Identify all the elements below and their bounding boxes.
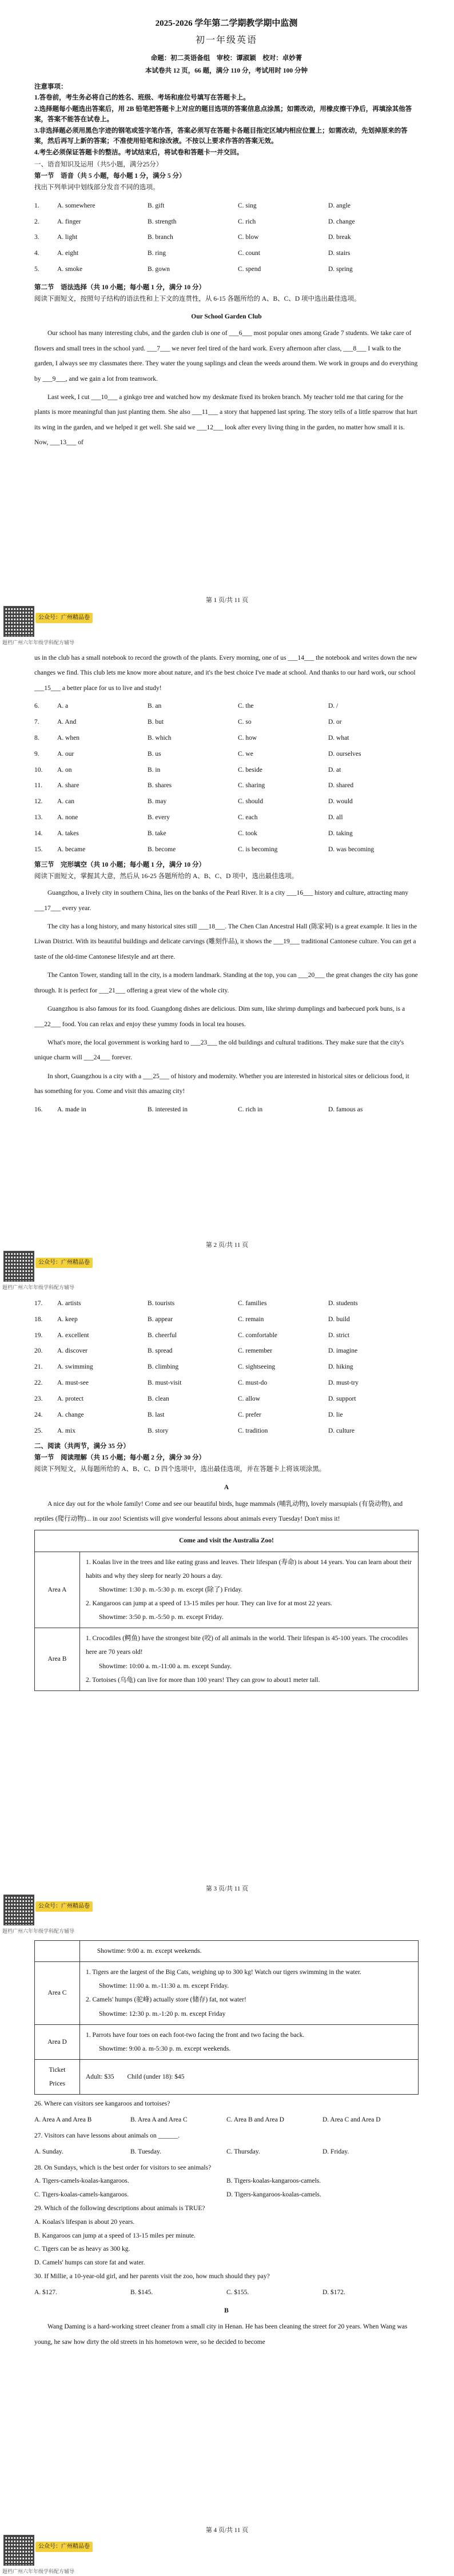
option[interactable]: C. must-do [238, 1379, 268, 1387]
question-number: 11. [34, 782, 42, 789]
reading-questions [34, 2099, 419, 2298]
section-heading: 第三节 完形填空（共 10 小题；每小题 1 分，满分 10 分） [34, 862, 205, 869]
story-paragraph: Last week, I cut ___10___ a ginkgo tree and watched how my deskmate fixed its broken branch. My teacher told me that caring for the plants is more meaningful than just planting them. She also ___11___ a story that happened last spring. The story tells of a little sparrow that hurt its wing in the garden, and we helped it get well. She said we ___12___ look after every living thing in the garden, no matter how small it is. Now, ___13___ of [34, 394, 417, 446]
page-number: 第 4 页/共 11 页 [205, 2527, 249, 2534]
option[interactable]: A. finger [57, 218, 81, 225]
option[interactable]: B. shares [148, 782, 172, 789]
option[interactable]: C. Tigers can be as heavy as 300 kg. [34, 2246, 130, 2253]
zoo-table [34, 1530, 419, 1690]
option[interactable]: B. may [148, 798, 167, 806]
question-row [34, 749, 419, 760]
option[interactable]: C. the [238, 703, 254, 710]
option[interactable]: C. should [238, 798, 264, 806]
question-number: 8. [34, 734, 39, 741]
option[interactable]: D. students [328, 1300, 358, 1307]
cloze-questions [34, 1299, 419, 1436]
option[interactable]: C. allow [238, 1395, 260, 1402]
option[interactable]: D. Friday. [322, 2148, 349, 2155]
option[interactable]: A. keep [57, 1315, 78, 1323]
option[interactable]: B. appear [148, 1315, 173, 1323]
option[interactable]: C. sharing [238, 782, 265, 789]
option[interactable]: A. when [57, 734, 79, 741]
option[interactable]: C. each [238, 814, 258, 821]
question-number: 6. [34, 703, 39, 710]
option[interactable]: A. Tigers-camels-koalas-kangaroos. [34, 2178, 129, 2185]
qr-label: 公众号：广州精品卷 [35, 2542, 93, 2552]
option[interactable]: A. discover [57, 1347, 88, 1355]
passage-label: A [224, 1484, 229, 1491]
option[interactable]: D. Area C and Area D [322, 2116, 381, 2124]
option[interactable]: A. artists [57, 1300, 81, 1307]
option[interactable]: D. culture [328, 1427, 355, 1434]
question-row [34, 201, 419, 212]
page-number: 第 2 页/共 11 页 [205, 1242, 249, 1249]
qr-code-icon [3, 1251, 34, 1282]
area-text: 2. Camels' humps (驼峰) actually store (储存) fat, not water! [86, 1996, 246, 2004]
qr-label: 公众号：广州精品卷 [35, 1258, 93, 1268]
qr-note: 题档广州六年年级学科配方辅导 [2, 640, 75, 645]
option[interactable]: A. swimming [57, 1363, 93, 1371]
option[interactable]: B. gift [148, 202, 165, 209]
page-1 [0, 0, 454, 454]
exam-subtitle: 初一年级英语 [195, 35, 257, 46]
option[interactable]: C. sightseeing [238, 1363, 276, 1371]
option[interactable]: A. a [57, 703, 69, 710]
note-item: 2.选择题每小题选出答案后，用 2B 铅笔把答题卡上对应的题目选项的答案信息点涂黑；如需改动，用橡皮擦干净后，再填涂其他答案，答案不能答在试卷上。 [34, 106, 412, 123]
option[interactable]: B. gown [148, 266, 170, 273]
question-stem: 26. Where can visitors see kangaroos and tortoises? [34, 2100, 170, 2108]
option[interactable]: C. how [238, 734, 257, 741]
qr-footer [0, 2534, 454, 2574]
option[interactable]: C. is becoming [238, 846, 278, 853]
option[interactable]: D. stairs [328, 250, 351, 257]
option[interactable]: B. spread [148, 1347, 173, 1355]
qr-footer [0, 1893, 454, 1934]
option[interactable]: D. or [328, 719, 342, 726]
question-row [34, 1426, 419, 1437]
option[interactable]: A. change [57, 1411, 84, 1418]
question-row [34, 1346, 419, 1357]
page-number: 第 1 页/共 11 页 [205, 597, 249, 604]
area-text: 1. Tigers are the largest of the Big Cats, weighing up to 300 kg! Watch our tigers swimming in the water. [86, 1969, 361, 1976]
showtime: Showtime: 9:00 a. m-5:30 p. m. except weekends. [99, 2045, 231, 2052]
area-label: Area B [35, 1628, 80, 1691]
question-row [34, 845, 419, 855]
passage-label: B [224, 2307, 229, 2314]
question-row [34, 1378, 419, 1389]
option[interactable]: A. Area A and Area B [34, 2116, 92, 2124]
area-label: Area D [35, 2024, 80, 2059]
option[interactable]: C. Area B and Area D [226, 2116, 284, 2124]
question-row [34, 797, 419, 807]
notes-heading: 注意事项： [34, 83, 67, 90]
page-4 [0, 1937, 454, 2353]
zoo-table [34, 1940, 419, 2095]
section-instructions: 阅读下面短文，按照句子结构的语法性和上下文的连贯性，从 6-15 各题所给的 A、B、C、D 项中选出最佳选项。 [34, 295, 361, 302]
option[interactable]: B. cheerful [148, 1331, 177, 1339]
option[interactable]: D. shared [328, 782, 354, 789]
question-row [34, 717, 419, 728]
option[interactable]: B. in [148, 766, 161, 773]
qr-footer [0, 605, 454, 645]
question-number: 4. [34, 250, 39, 257]
question-row [34, 217, 419, 228]
question-row [34, 1362, 419, 1373]
option[interactable]: D. lie [328, 1411, 343, 1418]
option[interactable]: B. branch [148, 234, 173, 241]
option[interactable]: A. takes [57, 830, 79, 837]
option[interactable]: D. strict [328, 1331, 350, 1339]
area-cell [80, 2024, 419, 2059]
option[interactable]: D. would [328, 798, 353, 806]
option[interactable]: A. light [57, 234, 78, 241]
option[interactable]: C. blow [238, 234, 259, 241]
question-row [34, 1331, 419, 1341]
question-number: 17. [34, 1300, 43, 1307]
option[interactable]: A. none [57, 814, 78, 821]
option[interactable]: B. Tigers-koalas-kangaroos-camels. [226, 2178, 321, 2185]
option[interactable]: D. famous as [328, 1106, 363, 1113]
option-row [34, 2288, 419, 2298]
qr-note: 题档广州六年年级学科配方辅导 [2, 2569, 75, 2574]
area-text: 1. Koalas live in the trees and like eating grass and leaves. Their lifespan (寿命) is about 14 years. You can learn about their habits and why they sleep for nearly 20 hours a day. [86, 1558, 412, 1580]
showtime: Showtime: 1:30 p. m.-5:30 p. m. except (除了) Friday. [99, 1586, 243, 1593]
option[interactable]: D. what [328, 734, 349, 741]
question-stem: 30. If Millie, a 10-year-old girl, and her parents visit the zoo, how much should they pay? [34, 2273, 270, 2280]
option-row [34, 2147, 419, 2158]
question-number: 21. [34, 1363, 43, 1371]
option[interactable]: C. comfortable [238, 1331, 277, 1339]
question-number: 9. [34, 750, 39, 757]
story-paragraph: In short, Guangzhou is a city with a ___25___ of history and modernity. Whether you are interested in historical sites or delicious food, it has something for you. Come and visit this amazing city! [34, 1072, 409, 1095]
option[interactable]: A. And [57, 719, 77, 726]
option[interactable]: B. clean [148, 1395, 169, 1402]
note-item: 3.非选择题必须用黑色字迹的钢笔或签字笔作答，答案必须写在答题卡各题目指定区域内相应位置上；如需改动，先划掉原来的答案，然后再写上新的答案；不准使用铅笔和涂改液。不按以上要求作答的答案无效。 [34, 127, 408, 145]
story-paragraph: The city has a long history, and many historical sites still ___18___. The Chen Clan Ancestral Hall (陈家祠) is a great example. It lies in the Liwan District. With its beautiful buildings and delicate carvings (雕刻作品), it shows the ___19___ traditional Cantonese culture. You can get a taste of the old-time Cantonese lifestyle and art there. [34, 923, 417, 960]
passage-intro: A nice day out for the whole family! Come and see our beautiful birds, huge mammals (哺乳动物), lovely marsupials (有袋动物), and reptiles (爬行动物)... in our zoo! Scientists will give wonderful lessons about animals every Tuesday! Don't miss it! [34, 1500, 403, 1522]
question-number: 5. [34, 266, 39, 273]
area-cell [80, 1628, 419, 1691]
exam-title: 2025-2026 学年第二学期教学期中监测 [155, 19, 298, 28]
page-3 [0, 1293, 454, 1691]
option[interactable]: D. angle [328, 202, 351, 209]
showtime: Showtime: 11:00 a. m.-11:30 a. m. except Friday. [99, 1983, 229, 1990]
section-heading: 第一节 语音（共 5 小题，每小题 1 分，满分 5 分） [34, 173, 186, 180]
option[interactable]: B. must-visit [148, 1379, 182, 1387]
question-number: 14. [34, 830, 43, 837]
option[interactable]: B. take [148, 830, 166, 837]
showtime: Showtime: 9:00 a. m. except weekends. [80, 1941, 419, 1962]
question-row [34, 813, 419, 823]
option[interactable]: B. become [148, 846, 176, 853]
option[interactable]: A. became [57, 846, 86, 853]
part1-heading: 一、语音知识及运用（共5小题，满分25分） [34, 161, 163, 169]
option[interactable]: A. must-see [57, 1379, 89, 1387]
option[interactable]: B. climbing [148, 1363, 179, 1371]
section-heading: 第一节 阅读理解（共 15 小题；每小题 2 分，满分 30 分） [34, 1454, 205, 1462]
area-label: Area C [35, 1962, 80, 2025]
option[interactable]: D. spring [328, 266, 353, 273]
question-number: 12. [34, 798, 43, 806]
page-number: 第 3 页/共 11 页 [205, 1885, 249, 1892]
question-row [34, 1410, 419, 1421]
option[interactable]: D. build [328, 1315, 350, 1323]
question-number: 23. [34, 1395, 43, 1402]
section-instructions: 阅读下列短文，从每题所给的 A、B、C、D 四个选项中，选出最佳选项，并在答题卡上将该项涂黑。 [34, 1465, 326, 1473]
exam-staff: 命题：初二英语备组 审校：谭淑颖 校对：卓妙菁 [150, 55, 302, 62]
option-row [34, 2115, 419, 2126]
option[interactable]: C. $155. [226, 2288, 249, 2296]
ticket-label: Ticket Prices [35, 2059, 80, 2094]
question-number: 3. [34, 234, 39, 241]
qr-label: 公众号：广州精品卷 [35, 1901, 93, 1912]
qr-code-icon [3, 606, 34, 637]
question-number: 18. [34, 1315, 43, 1323]
area-cell [80, 1962, 419, 2025]
story-paragraph: The Canton Tower, standing tall in the city, is a modern landmark. Standing at the top, you can ___20___ the great changes the city has gone through. It is perfect for ___21___ offering a great view of the whole city. [34, 972, 418, 994]
note-item: 1.答卷前，考生务必将自己的姓名、班级、考场和座位号填写在答题卡上。 [34, 94, 250, 102]
option[interactable]: D. / [328, 703, 338, 710]
question-number: 24. [34, 1411, 43, 1418]
showtime: Showtime: 12:30 p. m.-1:20 p. m. except Friday [99, 2010, 226, 2017]
option[interactable]: B. every [148, 814, 170, 821]
option[interactable]: D. imagine [328, 1347, 358, 1355]
option[interactable]: B. interested in [148, 1106, 188, 1113]
part2-heading: 二、阅读（共两节，满分 35 分） [34, 1443, 130, 1450]
grammar-questions [34, 701, 419, 855]
option[interactable]: D. ourselves [328, 750, 361, 757]
option[interactable]: C. count [238, 250, 260, 257]
question-number: 10. [34, 766, 43, 773]
option[interactable]: D. $172. [322, 2288, 345, 2296]
showtime: Showtime: 10:00 a. m.-11:00 a. m. except Sunday. [99, 1662, 232, 1670]
option[interactable]: A. can [57, 798, 75, 806]
option[interactable]: C. spend [238, 266, 261, 273]
option[interactable]: B. story [148, 1427, 169, 1434]
option[interactable]: A. smoke [57, 266, 83, 273]
exam-info: 本试卷共 12 页，66 题，满分 110 分，考试用时 100 分钟 [145, 67, 308, 74]
phonics-questions [34, 201, 419, 275]
story-title: Our School Garden Club [191, 313, 262, 321]
story-paragraph: Guangzhou is also famous for its food. Guangdong dishes are delicious. Dim sum, like shrimp dumplings and barbecued pork buns, is a ___22___ food. You can relax and enjoy these yummy foods in local tea houses. [34, 1006, 405, 1028]
option[interactable]: A. somewhere [57, 202, 95, 209]
option-row [34, 2176, 419, 2187]
option[interactable]: A. on [57, 766, 72, 773]
question-row [34, 1299, 419, 1309]
option[interactable]: D. support [328, 1395, 356, 1402]
option[interactable]: C. prefer [238, 1411, 261, 1418]
option-row [34, 2190, 419, 2200]
option[interactable]: B. last [148, 1411, 165, 1418]
question-row [34, 829, 419, 839]
option[interactable]: B. tourists [148, 1300, 175, 1307]
option[interactable]: C. families [238, 1300, 267, 1307]
option[interactable]: C. tradition [238, 1427, 268, 1434]
section-heading: 第二节 语法选择（共 10 小题；每小题 1 分，满分 10 分） [34, 284, 205, 291]
question-row [34, 1394, 419, 1405]
note-item: 4.考生必须保证答题卡的整洁。考试结束后，将试卷和答题卡一并交回。 [34, 149, 244, 156]
option[interactable]: C. Thursday. [226, 2148, 260, 2155]
option[interactable]: B. but [148, 719, 164, 726]
qr-note: 题档广州六年年级学科配方辅导 [2, 1928, 75, 1934]
section-instructions: 找出下列单词中划线部分发音不同的选项。 [34, 184, 160, 191]
option[interactable]: D. was becoming [328, 846, 375, 853]
option[interactable]: B. Area A and Area C [130, 2116, 188, 2124]
page-2 [0, 647, 454, 1121]
option[interactable]: B. us [148, 750, 161, 757]
option[interactable]: D. hiking [328, 1363, 353, 1371]
question-row [34, 765, 419, 776]
ticket-prices: Adult: $35 Child (under 18): $45 [80, 2059, 419, 2094]
option[interactable]: A. our [57, 750, 74, 757]
option[interactable]: C. so [238, 719, 252, 726]
qr-code-icon [3, 2535, 34, 2566]
question-number: 2. [34, 218, 39, 225]
question-row [34, 1315, 419, 1325]
question-number: 19. [34, 1331, 43, 1339]
option[interactable]: C. took [238, 830, 257, 837]
question-number: 15. [34, 846, 43, 853]
story-paragraph: Wang Daming is a hard-working street cleaner from a small city in Henan. He has been cleaning the street for 20 years. When Wang was young, he saw how dirty the old streets in his hometown were, so he decided to become [34, 2323, 408, 2346]
option[interactable]: C. we [238, 750, 253, 757]
section-instructions: 阅读下面短文，掌握其大意，然后从 16-25 各题所给的 A、B、C、D 项中，选出最佳选项。 [34, 873, 298, 880]
option[interactable]: A. share [57, 782, 79, 789]
option[interactable]: A. $127. [34, 2288, 57, 2296]
option[interactable]: A. made in [57, 1106, 86, 1113]
area-text: 1. Parrots have four toes on each foot-two facing the front and two facing the back. [86, 2031, 305, 2039]
question-row [34, 781, 419, 791]
story-paragraph: Our school has many interesting clubs, and the garden club is one of ___6___ most popular ones among Grade 7 students. We take care of flowers and small trees in the school yard. ___7___ we never feel tired of the hard work. Every afternoon after class, ___8___ I walk to the garden, I always see my classmates there. They water the young saplings and clean the weeds around them. We work in groups and do everything by ___9___, and we gain a lot from teamwork. [34, 330, 418, 382]
option[interactable]: C. rich in [238, 1106, 263, 1113]
area-text: 1. Crocodiles (鳄鱼) have the strongest bite (咬) of all animals in the world. Their lifespan is 45-100 years. The crocodiles here are 70 years old! [86, 1635, 408, 1656]
option[interactable]: A. Sunday. [34, 2148, 63, 2155]
option[interactable]: D. all [328, 814, 343, 821]
qr-code-icon [3, 1895, 34, 1925]
option[interactable]: B. strength [148, 218, 177, 225]
question-row [34, 233, 419, 243]
area-text: 2. Tortoises (乌龟) can live for more than 100 years! They can grow to about1 meter tall. [86, 1676, 320, 1684]
question-number: 22. [34, 1379, 43, 1387]
option[interactable]: C. remember [238, 1347, 273, 1355]
area-text: 2. Kangaroos can jump at a speed of 13-15 miles per hour. They can live for at most 22 years. [86, 1600, 332, 1607]
question-number: 16. [34, 1106, 43, 1113]
zoo-table-title: Come and visit the Australia Zoo! [35, 1530, 419, 1552]
area-label: Area A [35, 1552, 80, 1628]
option[interactable]: B. ring [148, 250, 166, 257]
story-paragraph: Guangzhou, a lively city in southern China, lies on the banks of the Pearl River. It is a city ___16___ history and culture, attracting many ___17___ every year. [34, 890, 409, 912]
question-number: 20. [34, 1347, 43, 1355]
option[interactable]: D. change [328, 218, 355, 225]
option[interactable]: B. Kangaroos can jump at a speed of 13-15 miles per minute. [34, 2232, 196, 2239]
option[interactable]: D. Tigers-kangaroos-koalas-camels. [226, 2191, 321, 2199]
option[interactable]: D. Camels' humps can store fat and water. [34, 2259, 145, 2267]
question-row [34, 1105, 419, 1115]
area-cell [80, 1552, 419, 1628]
question-number: 13. [34, 814, 43, 821]
question-number: 1. [34, 202, 39, 209]
option[interactable]: A. eight [57, 250, 79, 257]
option[interactable]: C. sing [238, 202, 257, 209]
option[interactable]: B. Tuesday. [130, 2148, 161, 2155]
option[interactable]: D. at [328, 766, 341, 773]
option[interactable]: C. rich [238, 218, 256, 225]
story-paragraph: us in the club has a small notebook to record the growth of the plants. Every morning, one of us ___14___ the notebook and writes down the new changes we find. This club lets me know more about nature, and it's the best choice I've made at school. And thanks to our hard work, our school ___15___ a better place for us to live and study! [34, 655, 417, 692]
option[interactable]: D. taking [328, 830, 353, 837]
showtime: Showtime: 3:50 p. m.-5:50 p. m. except Friday. [99, 1614, 224, 1621]
option[interactable]: D. must-try [328, 1379, 359, 1387]
option[interactable]: D. break [328, 234, 351, 241]
question-row [34, 701, 419, 712]
question-row [34, 733, 419, 744]
option[interactable]: A. protect [57, 1395, 83, 1402]
area-label [35, 1941, 80, 1962]
option[interactable]: B. $145. [130, 2288, 153, 2296]
question-stem: 27. Visitors can have lessons about animals on ______. [34, 2132, 180, 2139]
option[interactable]: A. excellent [57, 1331, 89, 1339]
question-number: 7. [34, 719, 39, 726]
option[interactable]: A. mix [57, 1427, 75, 1434]
option[interactable]: C. Tigers-koalas-camels-kangaroos. [34, 2191, 129, 2199]
question-number: 25. [34, 1427, 43, 1434]
option[interactable]: A. Koalas's lifespan is about 20 years. [34, 2218, 135, 2226]
option[interactable]: B. an [148, 703, 162, 710]
qr-note: 题档广州六年年级学科配方辅导 [2, 1285, 75, 1290]
qr-footer [0, 1250, 454, 1290]
question-row [34, 265, 419, 275]
question-stem: 29. Which of the following descriptions about animals is TRUE? [34, 2204, 205, 2212]
option[interactable]: B. which [148, 734, 172, 741]
qr-label: 公众号：广州精品卷 [35, 613, 93, 623]
option[interactable]: C. remain [238, 1315, 264, 1323]
question-stem: 28. On Sundays, which is the best order for visitors to see animals? [34, 2164, 212, 2171]
option[interactable]: C. beside [238, 766, 262, 773]
story-paragraph: What's more, the local government is working hard to ___23___ the old buildings and cultural traditions. They make sure that the city's unique charm will ___24___ forever. [34, 1039, 404, 1062]
question-row [34, 249, 419, 259]
